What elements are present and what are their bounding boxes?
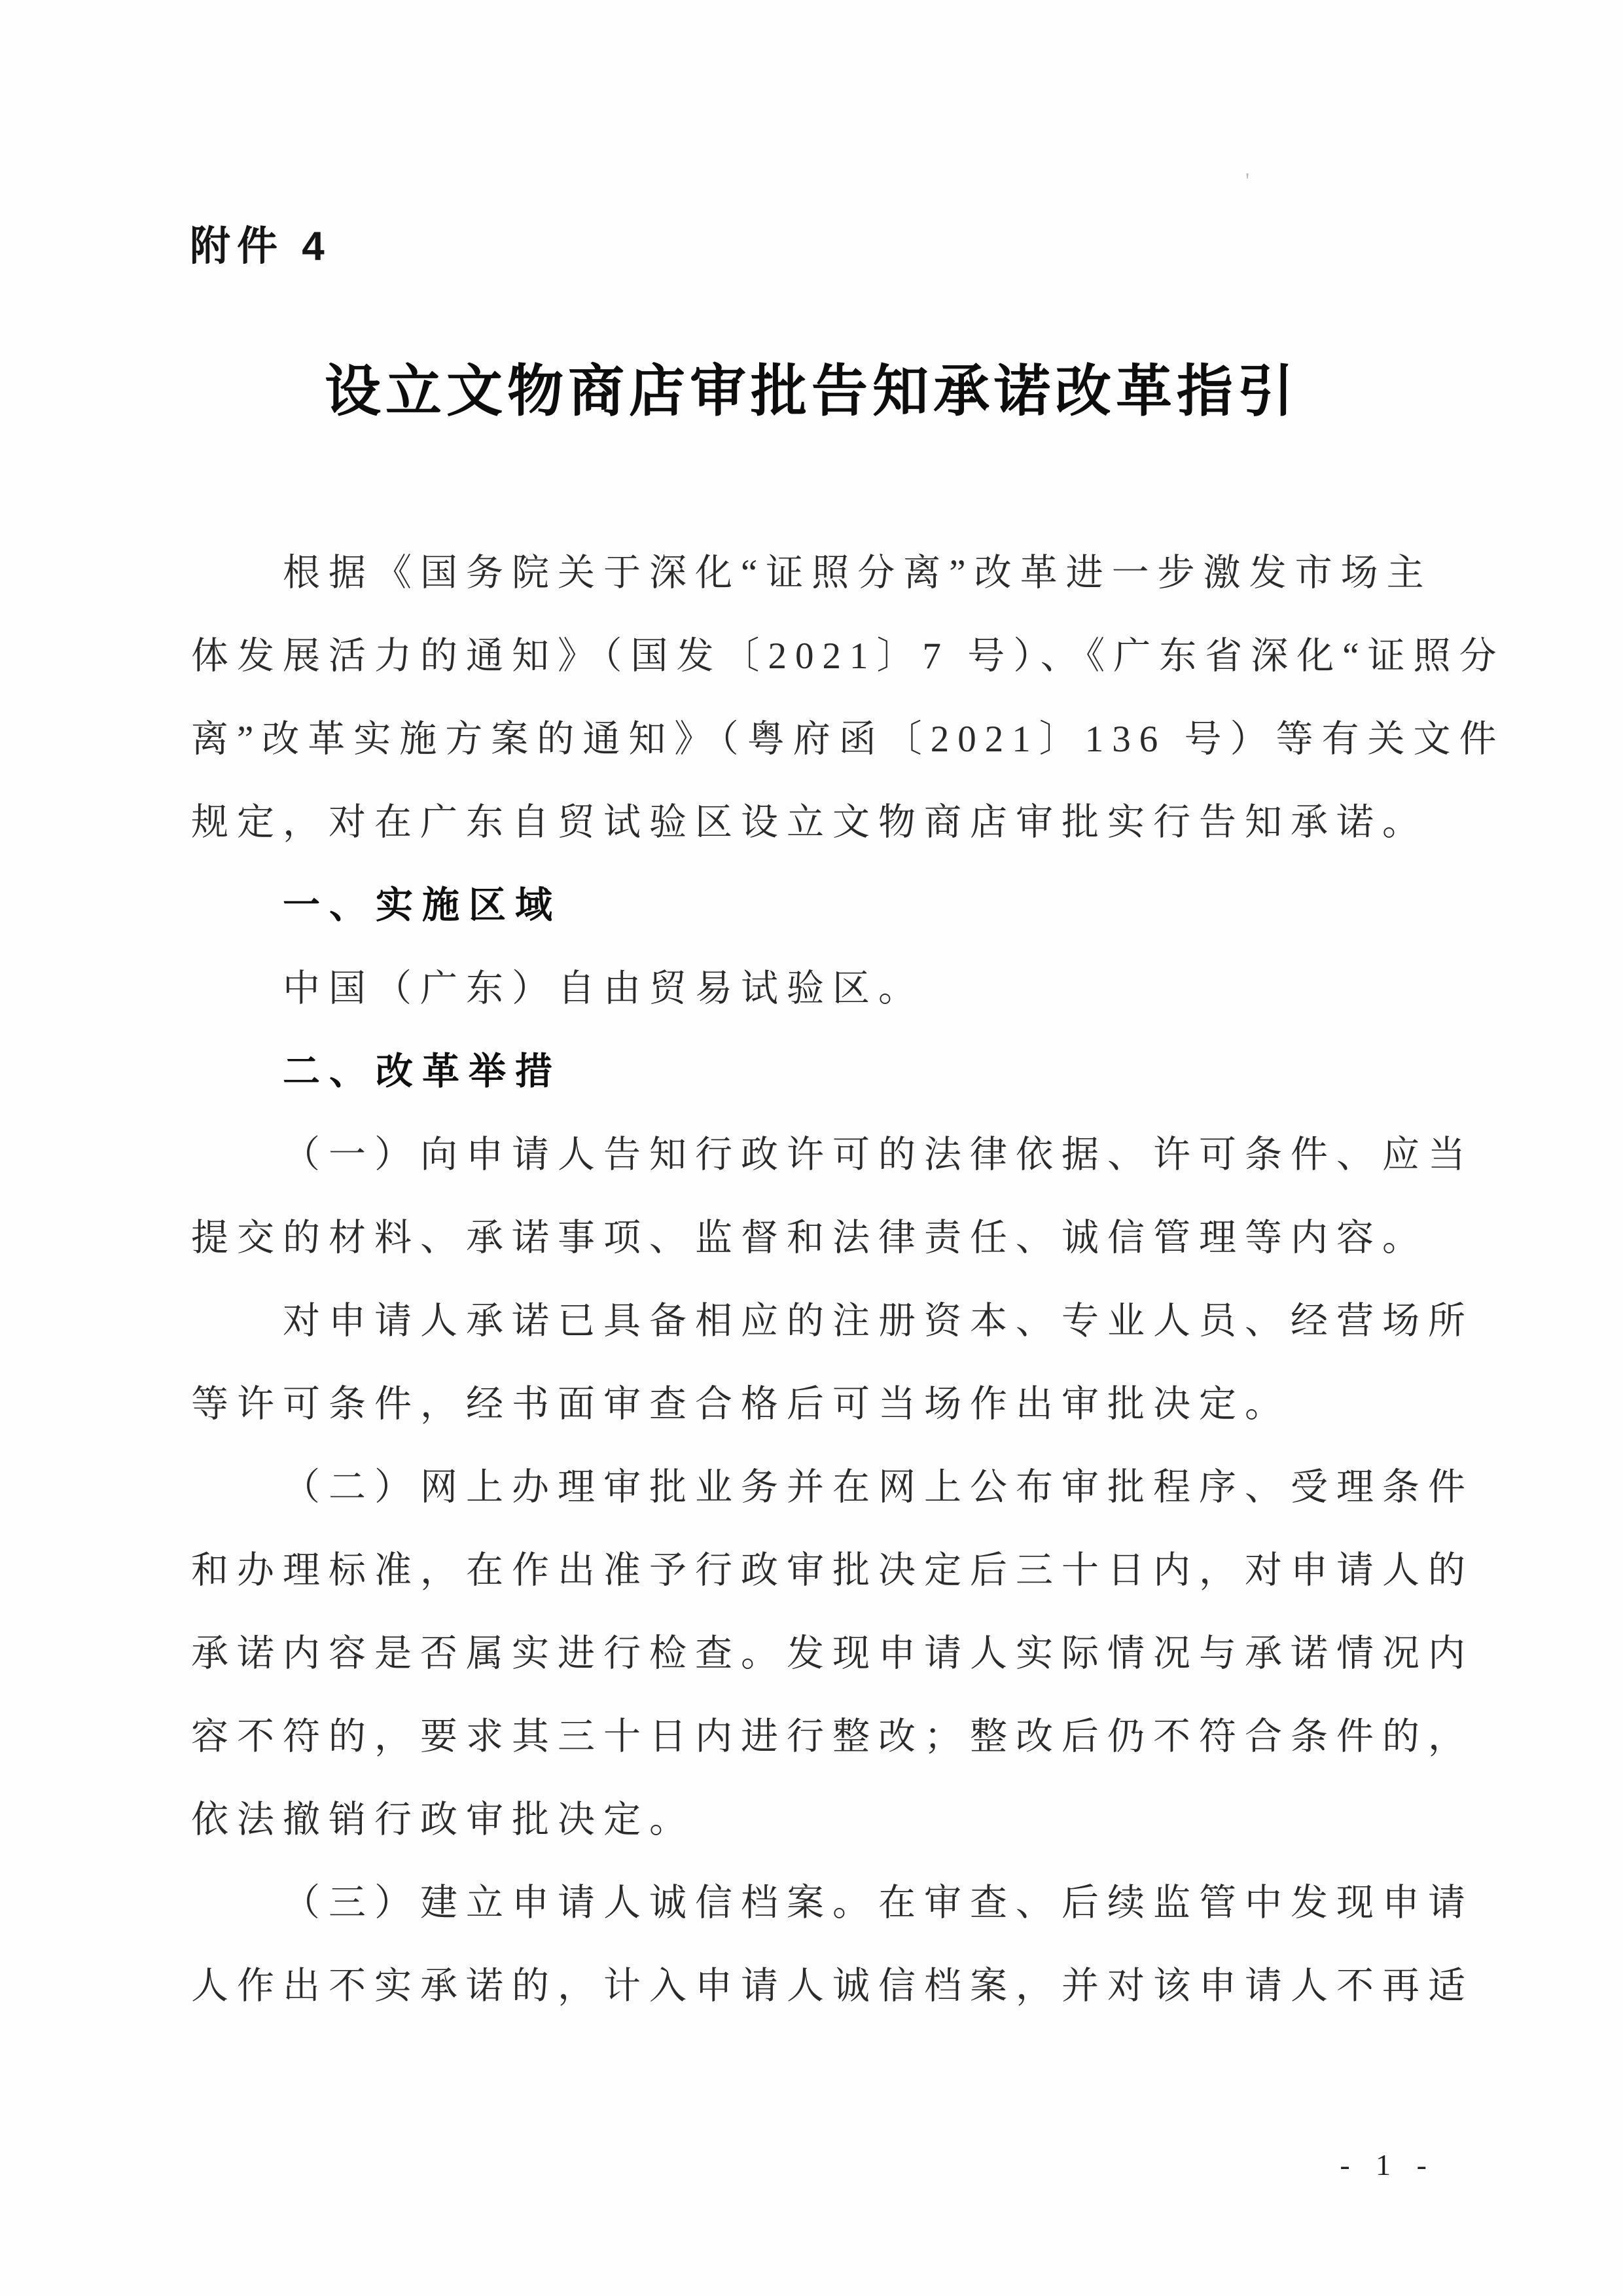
attachment-label: 附件 4 — [190, 224, 331, 269]
page-number: - 1 - — [1340, 2148, 1436, 2181]
paragraph — [191, 1861, 1474, 2028]
paragraph-line: 依法撤销行政审批决定。 — [191, 1799, 695, 1840]
paragraph — [191, 531, 1505, 864]
section-heading-line: 一、实施区域 — [283, 884, 562, 926]
paragraph-line: 对申请人承诺已具备相应的注册资本、专业人员、经营场所 — [283, 1300, 1474, 1342]
scan-artifact: ' — [1245, 169, 1250, 193]
paragraph — [191, 947, 1452, 1030]
paragraph-line: 承诺内容是否属实进行检查。发现申请人实际情况与承诺情况内 — [191, 1633, 1474, 1674]
paragraph — [191, 1446, 1474, 1861]
paragraph-line: 规定，对在广东自贸试验区设立文物商店审批实行告知承诺。 — [191, 802, 1428, 843]
paragraph-line: 容不符的，要求其三十日内进行整改；整改后仍不符合条件的， — [191, 1716, 1474, 1757]
paragraph-line: （三）建立申请人诚信档案。在审查、后续监管中发现申请 — [283, 1882, 1474, 1924]
paragraph-line: （一）向申请人告知行政许可的法律依据、许可条件、应当 — [283, 1134, 1474, 1175]
document-body — [191, 531, 1505, 2028]
paragraph — [191, 1113, 1474, 1280]
paragraph-line: 人作出不实承诺的，计入申请人诚信档案，并对该申请人不再适 — [191, 1965, 1474, 2007]
paragraph-line: 离”改革实施方案的通知》（粤府函〔2021〕136 号）等有关文件 — [191, 719, 1505, 760]
paragraph — [191, 1280, 1474, 1446]
section-heading — [191, 864, 1452, 947]
paragraph-line: 和办理标准，在作出准予行政审批决定后三十日内，对申请人的 — [191, 1550, 1474, 1591]
section-heading-line: 二、改革举措 — [283, 1050, 562, 1092]
section-heading — [191, 1030, 1452, 1113]
paragraph-line: 等许可条件，经书面审查合格后可当场作出审批决定。 — [191, 1384, 1291, 1425]
page-title: 设立文物商店审批告知承诺改革指引 — [325, 360, 1298, 423]
paragraph-line: 体发展活力的通知》（国发〔2021〕7 号）、《广东省深化“证照分 — [191, 636, 1505, 677]
paragraph-line: 提交的材料、承诺事项、监督和法律责任、诚信管理等内容。 — [191, 1217, 1428, 1259]
paragraph-line: 根据《国务院关于深化“证照分离”改革进一步激发市场主 — [283, 552, 1433, 594]
paragraph-line: （二）网上办理审批业务并在网上公布审批程序、受理条件 — [283, 1467, 1474, 1508]
paragraph-line: 中国（广东）自由贸易试验区。 — [283, 968, 924, 1009]
